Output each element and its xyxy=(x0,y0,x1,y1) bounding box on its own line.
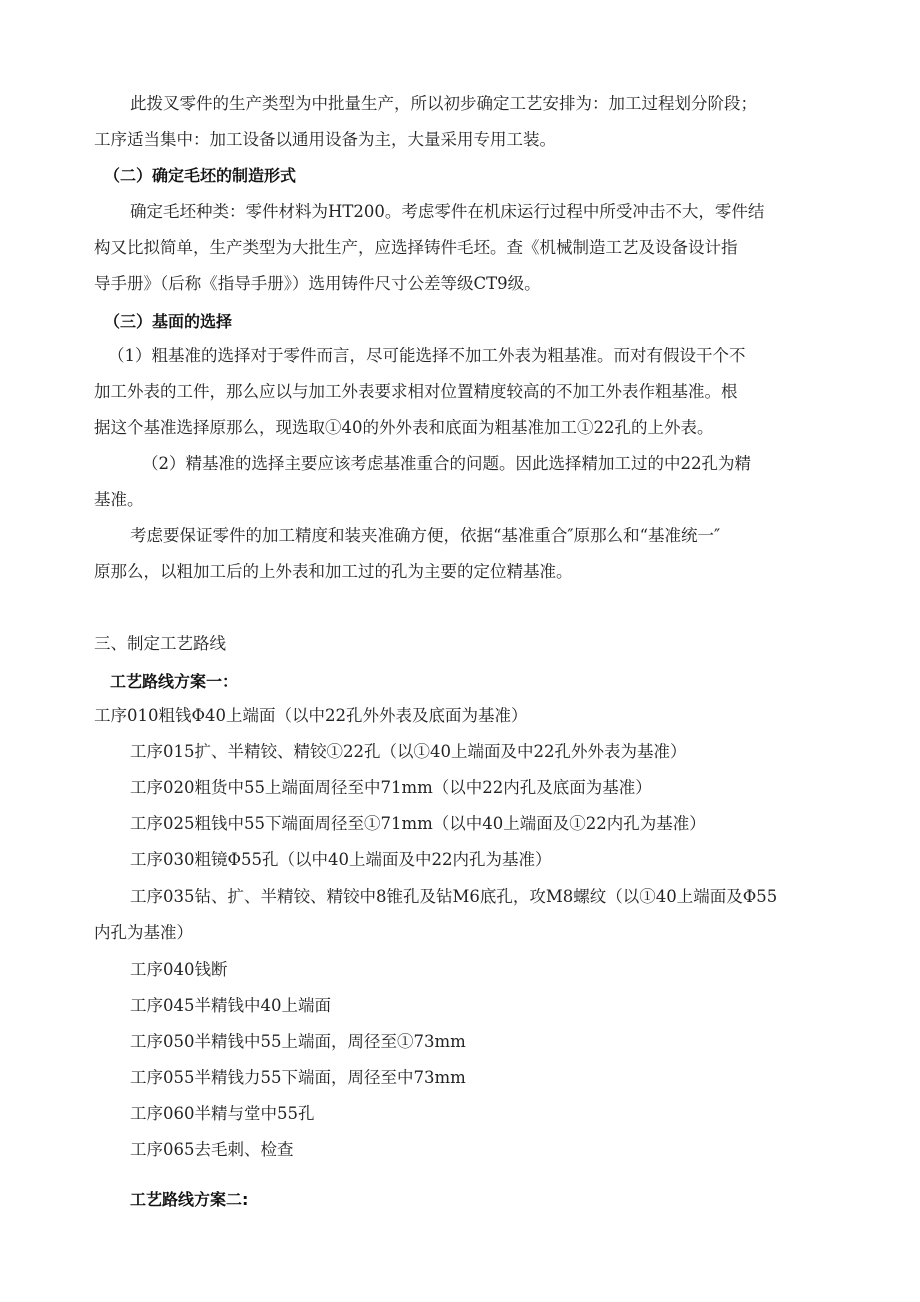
heading-route-plan-2: 工艺路线方案二: xyxy=(130,1190,249,1209)
operation-030: 工序030粗镜Φ55孔（以中40上端面及中22内孔为基准） xyxy=(130,850,552,869)
paragraph-blank-type-line-2: 构又比拟简单，生产类型为大批生产，应选择铸件毛坯。查《机械制造工艺及设备设计指 xyxy=(94,238,738,257)
operation-060: 工序060半精与堂中55孔 xyxy=(130,1104,315,1123)
operation-025: 工序025粗钱中55下端面周径至①71mm（以中40上端面及①22内孔为基准） xyxy=(130,814,706,833)
paragraph-rough-datum-line-1: （1）粗基准的选择对于零件而言，尽可能选择不加工外表为粗基准。而对有假设干个不 xyxy=(108,346,746,365)
operation-040: 工序040钱断 xyxy=(130,960,228,979)
section-title-process-route: 三、制定工艺路线 xyxy=(94,634,226,653)
heading-datum-selection: （三）基面的选择 xyxy=(104,312,233,331)
paragraph-production-type-line-2: 工序适当集中：加工设备以通用设备为主，大量采用专用工装。 xyxy=(94,130,556,149)
operation-010: 工序010粗钱Φ40上端面（以中22孔外外表及底面为基准） xyxy=(94,706,528,725)
paragraph-rough-datum-line-3: 据这个基准选择原那么，现选取①40的外外表和底面为粗基准加工①22孔的上外表。 xyxy=(94,418,714,437)
paragraph-positioning-line-2: 原那么，以粗加工后的上外表和加工过的孔为主要的定位精基准。 xyxy=(94,562,573,581)
operation-035-line-2: 内孔为基准） xyxy=(94,923,193,942)
operation-035-line-1: 工序035钻、扩、半精铰、精铰中8锥孔及钻M6底孔，攻M8螺纹（以①40上端面及Φ55 xyxy=(130,887,778,906)
paragraph-blank-type-line-3: 导手册》（后称《指导手册》）选用铸件尺寸公差等级CT9级。 xyxy=(94,274,541,293)
operation-045: 工序045半精钱中40上端面 xyxy=(130,996,331,1015)
heading-blank-form: （二）确定毛坯的制造形式 xyxy=(104,166,297,185)
operation-055: 工序055半精钱力55下端面，周径至中73mm xyxy=(130,1068,466,1087)
heading-route-plan-1: 工艺路线方案一： xyxy=(110,672,239,691)
operation-050: 工序050半精钱中55上端面，周径至①73mm xyxy=(130,1032,466,1051)
paragraph-positioning-line-1: 考虑要保证零件的加工精度和装夹准确方便，依据“基准重合″原那么和“基准统一″ xyxy=(130,526,721,545)
operation-015: 工序015扩、半精铰、精铰①22孔（以①40上端面及中22孔外外表为基准） xyxy=(130,742,687,761)
paragraph-rough-datum-line-2: 加工外表的工件，那么应以与加工外表要求相对位置精度较高的不加工外表作粗基准。根 xyxy=(94,382,738,401)
paragraph-fine-datum-line-1: （2）精基准的选择主要应该考虑基准重合的问题。因此选择精加工过的中22孔为精 xyxy=(142,454,751,473)
operation-020: 工序020粗货中55上端面周径至中71mm（以中22内孔及底面为基准） xyxy=(130,778,652,797)
paragraph-production-type-line-1: 此拨叉零件的生产类型为中批量生产，所以初步确定工艺安排为：加工过程划分阶段； xyxy=(130,94,757,113)
paragraph-blank-type-line-1: 确定毛坯种类：零件材料为HT200。考虑零件在机床运行过程中所受冲击不大，零件结 xyxy=(130,202,765,221)
operation-065: 工序065去毛刺、检查 xyxy=(130,1140,294,1159)
paragraph-fine-datum-line-2: 基准。 xyxy=(94,490,144,509)
